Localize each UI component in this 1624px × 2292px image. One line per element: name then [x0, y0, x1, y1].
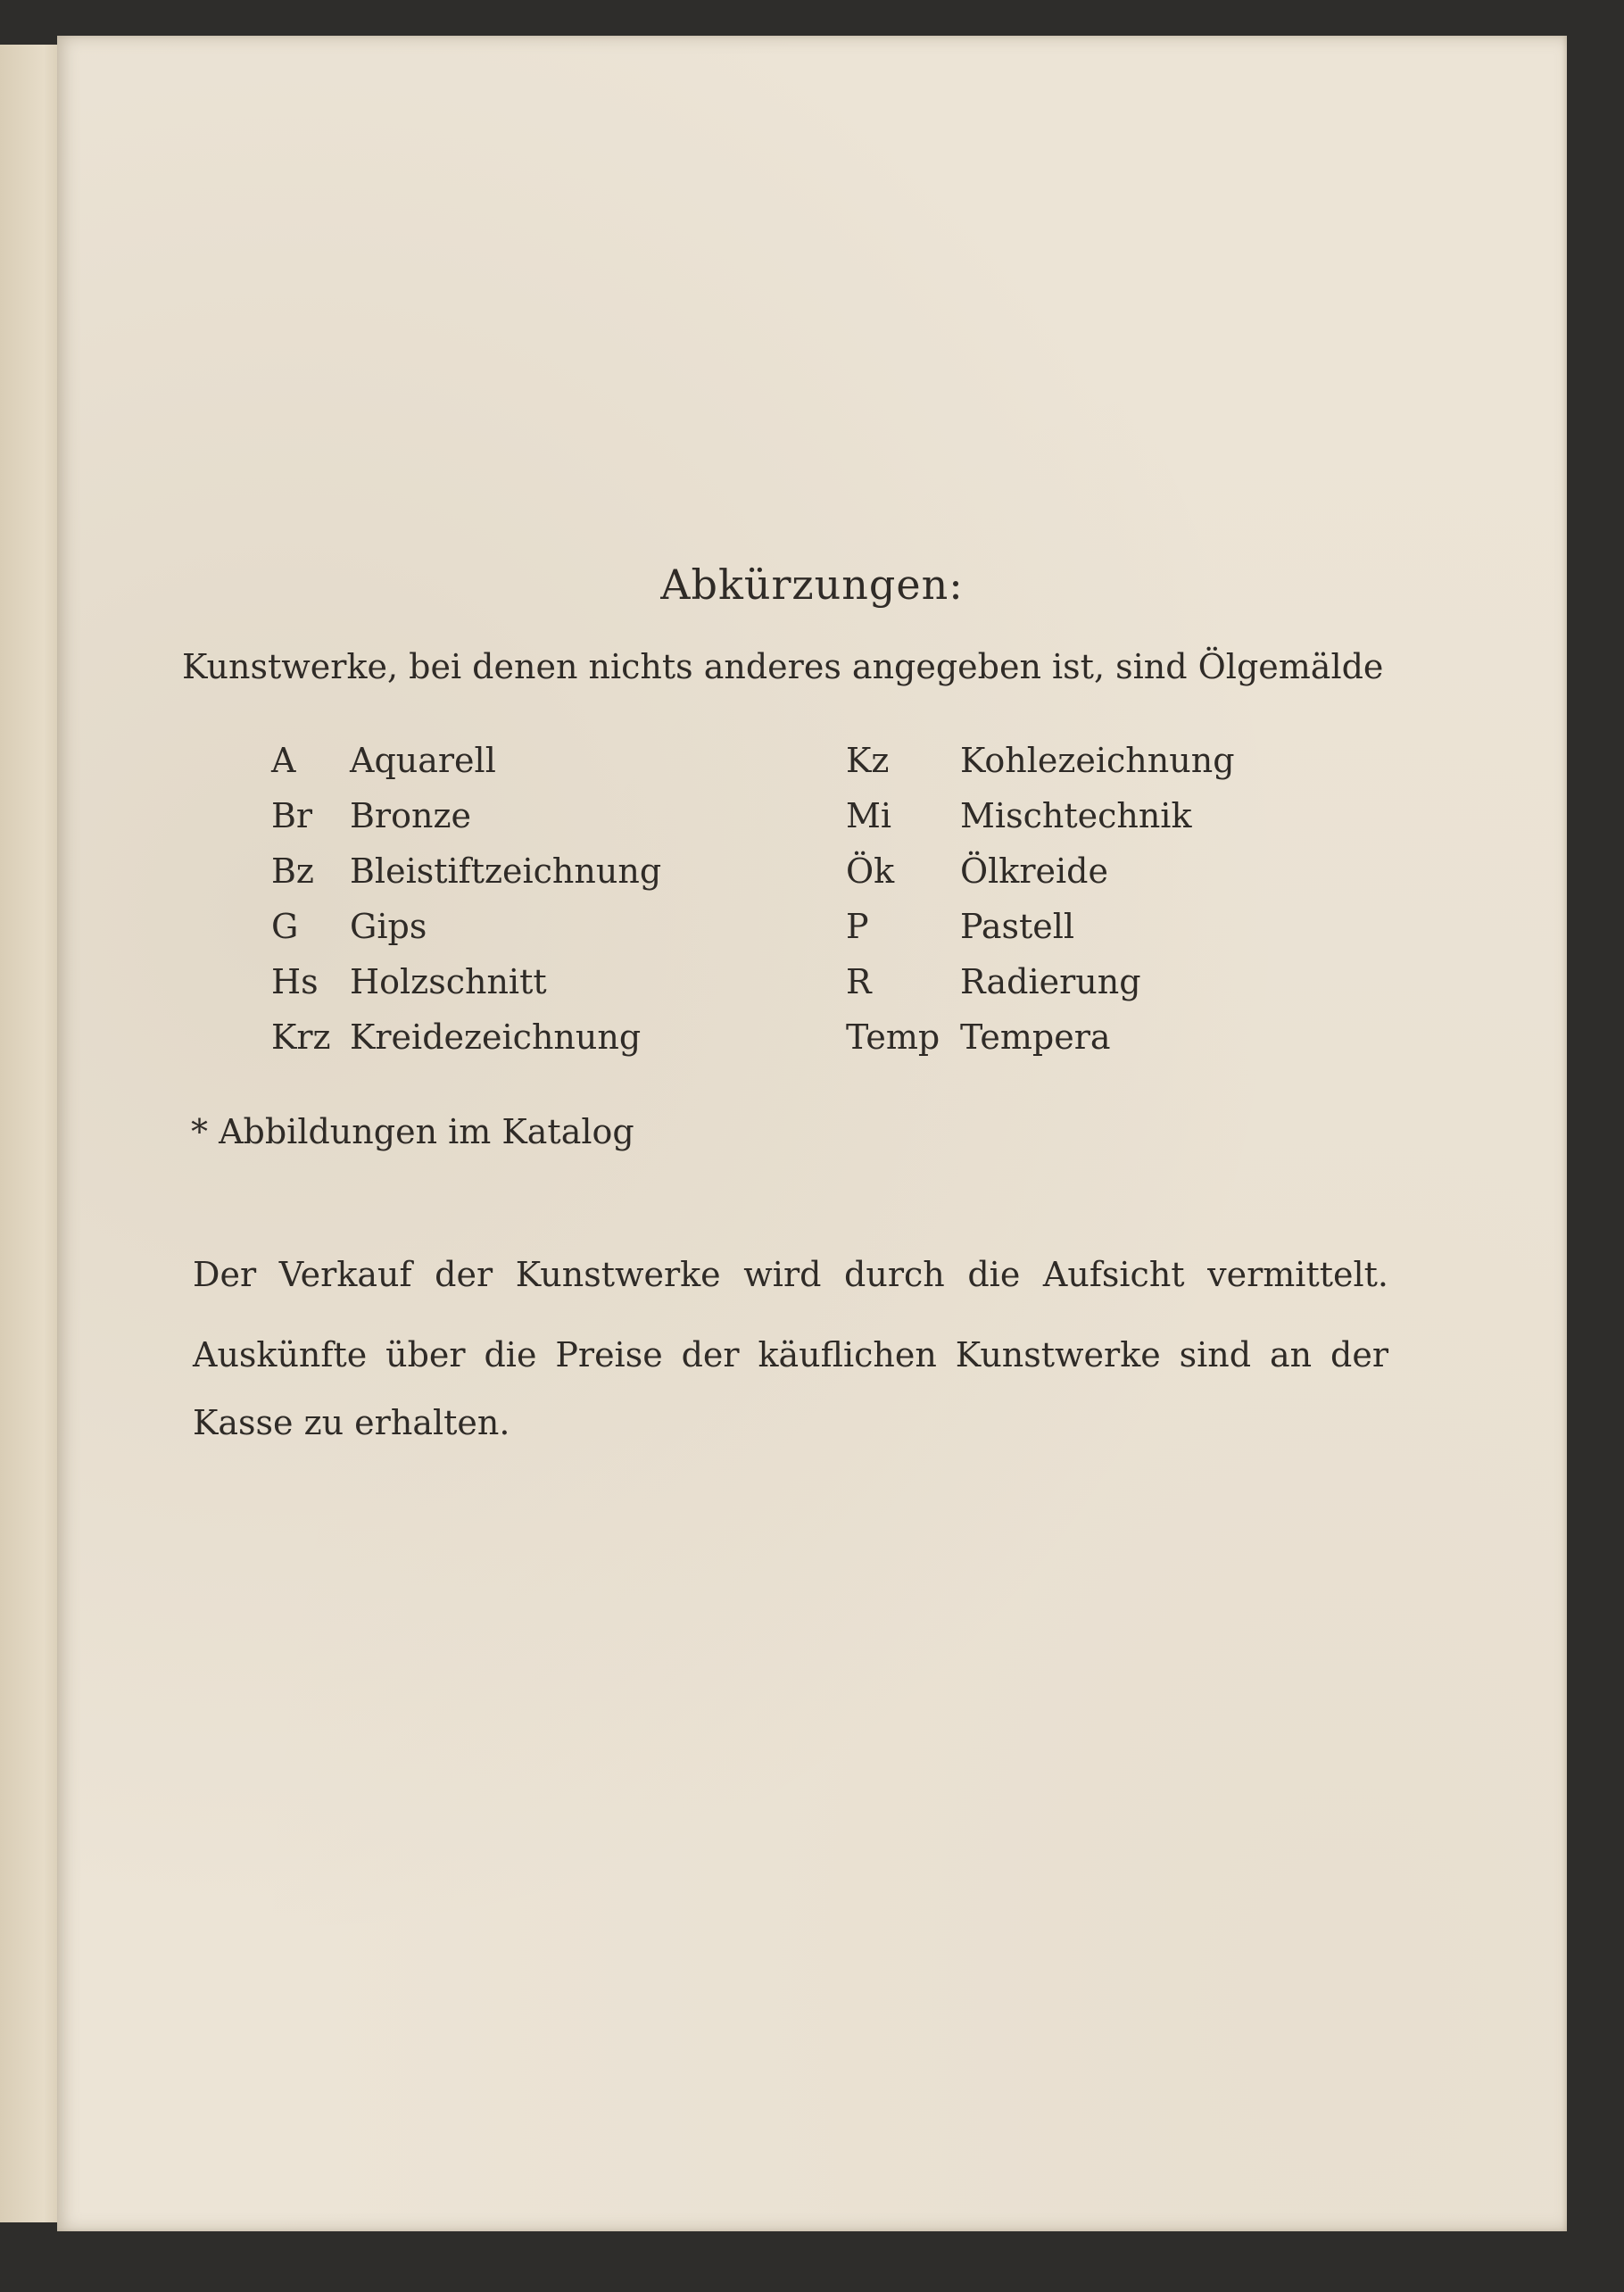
abbreviation-row [846, 796, 1235, 851]
abbreviation-row [846, 1017, 1235, 1073]
abbreviation-code: A [271, 741, 296, 780]
abbreviation-row [846, 851, 1235, 907]
abbreviation-row [271, 907, 661, 962]
abbreviation-row [846, 962, 1235, 1017]
abbreviation-term: Bronze [350, 796, 471, 835]
abbreviation-code: Mi [846, 796, 892, 835]
abbreviation-term: Kohlezeichnung [960, 741, 1235, 780]
abbreviation-term: Ölkreide [960, 851, 1108, 891]
abbreviation-code: Temp [846, 1017, 940, 1057]
abbreviation-row [846, 907, 1235, 962]
abbreviation-list-left [271, 741, 661, 1073]
abbreviation-term: Holzschnitt [350, 962, 547, 1001]
abbreviation-term: Pastell [960, 907, 1075, 946]
abbreviation-term: Radierung [960, 962, 1141, 1001]
abbreviation-term: Gips [350, 907, 427, 946]
abbreviation-code: Kz [846, 741, 890, 780]
abbreviation-code: Bz [271, 851, 314, 891]
abbreviation-term: Aquarell [350, 741, 496, 780]
abbreviation-row [271, 796, 661, 851]
abbreviation-row [271, 741, 661, 796]
abbreviation-row [271, 962, 661, 1017]
abbreviation-code: P [846, 907, 869, 946]
abbreviation-list-right [846, 741, 1235, 1073]
page-title: Abkürzungen: [660, 561, 964, 609]
sales-note-paragraph: Der Verkauf der Kunstwerke wird durch die Aufsicht vermittelt. [193, 1255, 1388, 1294]
abbreviation-code: Ök [846, 851, 895, 891]
abbreviation-code: Br [271, 796, 313, 835]
abbreviation-term: Bleistiftzeichnung [350, 851, 662, 891]
abbreviation-row [846, 741, 1235, 796]
abbreviation-row [271, 851, 661, 907]
price-info-paragraph: Auskünfte über die Preise der käuflichen Kunstwerke sind an der Kasse zu erhalten. [193, 1335, 1388, 1442]
abbreviation-code: R [846, 962, 872, 1001]
catalog-page [57, 36, 1567, 2231]
abbreviation-code: G [271, 907, 299, 946]
abbreviation-term: Mischtechnik [960, 796, 1192, 835]
abbreviation-term: Kreidezeichnung [350, 1017, 642, 1057]
abbreviation-code: Hs [271, 962, 319, 1001]
intro-text: Kunstwerke, bei denen nichts anderes angegeben ist, sind Ölgemälde [182, 647, 1384, 686]
abbreviation-code: Krz [271, 1017, 331, 1057]
footnote: * Abbildungen im Katalog [191, 1112, 634, 1151]
abbreviation-row [271, 1017, 661, 1073]
abbreviation-term: Tempera [960, 1017, 1111, 1057]
